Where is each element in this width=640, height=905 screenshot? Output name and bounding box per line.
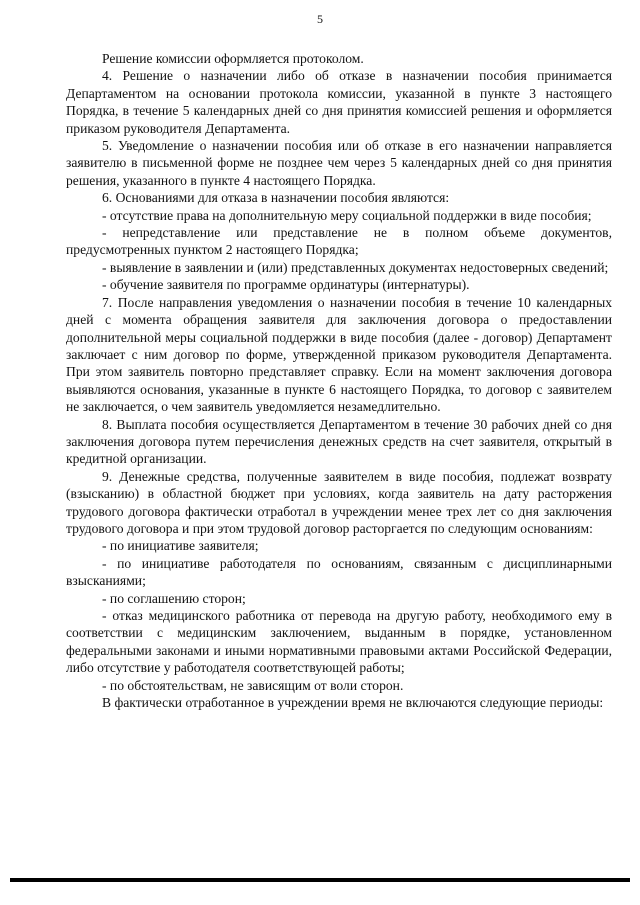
- paragraph-item-4: 4. Решение о назначении либо об отказе в назначении пособия принимается Департаментом на основании протокола комиссии, указанной в пункте 3 настоящего Порядка, в течение 5 календарных дней со дня принятия комиссией решения и оформляется приказом руководителя Департамента.: [66, 68, 612, 136]
- page-number: 5: [317, 12, 323, 26]
- list-item-false-info: - выявление в заявлении и (или) представленных документах недостоверных сведений;: [102, 259, 609, 275]
- paragraph-item-6: 6. Основаниями для отказа в назначении пособия являются:: [102, 190, 450, 206]
- page-bottom-border: [10, 878, 630, 882]
- paragraph-item-8: 8. Выплата пособия осуществляется Департаментом в течение 30 рабочих дней со дня заключения договора путем перечисления денежных средств на счет заявителя, открытый в кредитной организации.: [66, 416, 612, 467]
- paragraph-item-7: 7. После направления уведомления о назначении пособия в течение 10 календарных дней с момента обращения заявителя для заключения договора о предоставлении дополнительной меры социальной поддержки в виде пособия (далее - договор) Департамент заключает с ним договор по форме, утвержденной приказом руководителя Департамента. При этом заявитель повторно представляет справку. Если на момент заключения договора выявляются основания, указанные в пункте 6 настоящего Порядка, то договор с заявителем не заключается, о чем заявитель уведомляется незамедлительно.: [66, 294, 612, 415]
- paragraph-item-5: 5. Уведомление о назначении пособия или об отказе в его назначении направляется заявителю в письменной форме не позднее чем через 5 календарных дней со дня принятия решения, указанного в пункте 4 настоящего Порядка.: [66, 138, 612, 188]
- paragraph-protocol: Решение комиссии оформляется протоколом.: [102, 51, 364, 66]
- list-item-employer-initiative: - по инициативе работодателя по основаниям, связанным с дисциплинарными взысканиями;: [66, 555, 612, 589]
- list-item-mutual-agreement: - по соглашению сторон;: [102, 590, 246, 606]
- list-item-employee-initiative: - по инициативе заявителя;: [102, 538, 259, 554]
- list-item-documents: - непредставление или представление не в полном объеме документов, предусмотренных пунктом 2 настоящего Порядка;: [66, 225, 612, 258]
- paragraph-item-9: 9. Денежные средства, полученные заявителем в виде пособия, подлежат возврату (взысканию) в областной бюджет при условиях, когда заявитель на дату расторжения трудового договора фактически отработал в учреждении менее трех лет со дня заключения трудового договора и при этом трудовой договор расторгается по следующим основаниям:: [66, 468, 612, 536]
- list-item-transfer-refusal: - отказ медицинского работника от перевода на другую работу, необходимого ему в соответствии с медицинским заключением, выданным в порядке, установленном федеральными законами и иными нормативными правовыми актами Российской Федерации, либо отсутствие у работодателя соответствующей работы;: [66, 608, 612, 676]
- list-item-residency: - обучение заявителя по программе ординатуры (интернатуры).: [102, 277, 470, 293]
- list-item-circumstances: - по обстоятельствам, не зависящим от воли сторон.: [102, 677, 404, 693]
- document-body: [66, 50, 612, 711]
- paragraph-excluded-periods: В фактически отработанное в учреждении время не включаются следующие периоды:: [102, 695, 604, 711]
- list-item-no-right: - отсутствие права на дополнительную меру социальной поддержки в виде пособия;: [102, 207, 592, 223]
